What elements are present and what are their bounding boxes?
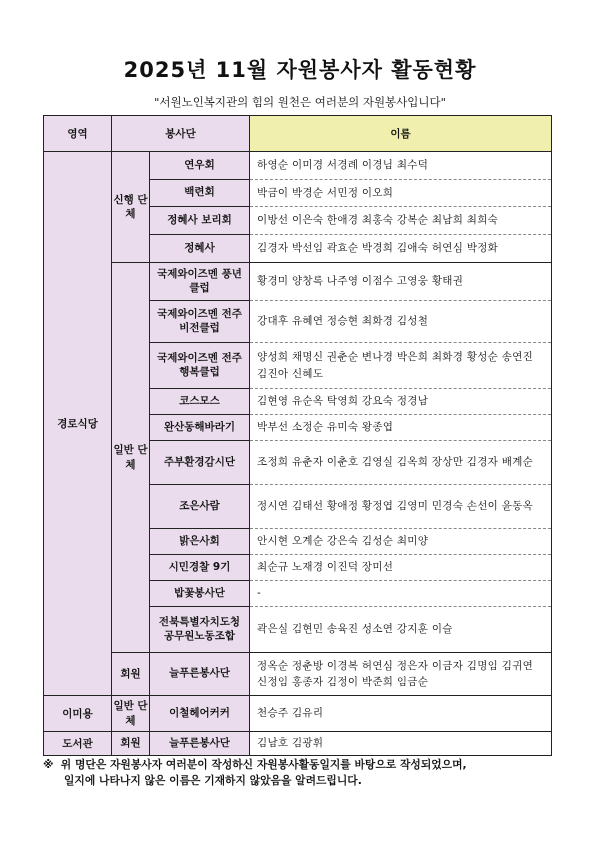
org-name: 국제와이즈멘 전주행복클럽 [150,343,250,389]
volunteer-names: 안시현 오계순 강은숙 김성순 최미양 [250,529,552,555]
volunteer-names: 정옥순 정춘방 이경복 허연심 정은자 이금자 김명임 김귀연 신정임 홍종자 김정이 박준희 임금순 [250,653,552,696]
org-name: 밝은사회 [150,529,250,555]
area-beauty: 이미용 [44,696,112,732]
org-name: 코스모스 [150,389,250,415]
volunteer-names: 김현영 유순옥 탁영희 강요숙 정경남 [250,389,552,415]
page-title: 2025년 11월 자원봉사자 활동현황 [123,58,477,82]
table-row [44,152,552,180]
org-name: 연우회 [150,152,250,180]
volunteer-names: 박부선 소정순 유미숙 왕종엽 [250,415,552,441]
org-name: 완산동해바라기 [150,415,250,441]
org-name: 주부환경감시단 [150,441,250,485]
volunteer-names: 조정희 유춘자 이춘호 김영실 김옥희 장상만 김경자 배계순 [250,441,552,485]
volunteer-names: 천승주 김유리 [250,696,552,732]
group-general: 일반 단체 [112,263,150,653]
org-name: 밥꽃봉사단 [150,581,250,607]
org-name: 조은사람 [150,485,250,529]
footnote [43,757,558,789]
area-library: 도서관 [44,732,112,756]
volunteer-names: 박금이 박경순 서민정 이오희 [250,180,552,207]
page-subtitle: "서원노인복지관의 힘의 원천은 여러분의 자원봉사입니다" [154,95,446,109]
group-member: 회원 [112,732,150,756]
volunteer-names: 김경자 박선임 곽효순 박경희 김애숙 허연심 박정화 [250,235,552,263]
org-name: 늘푸른봉사단 [150,732,250,756]
org-name: 정혜사 [150,235,250,263]
volunteer-table [43,115,552,756]
volunteer-names: 최순규 노재경 이진덕 장미선 [250,555,552,581]
org-name: 이철헤어커커 [150,696,250,732]
group-member: 회원 [112,653,150,696]
table-row [44,696,552,732]
header-group: 봉사단 [112,116,250,152]
note-mark: ※ [43,758,54,771]
org-name: 전북특별자치도청 공무원노동조합 [150,607,250,653]
note-line-1: 위 명단은 자원봉사자 여러분이 작성하신 자원봉사활동일지를 바탕으로 작성되었으며, [60,758,467,771]
volunteer-names: 김남호 김광휘 [250,732,552,756]
org-name: 늘푸른봉사단 [150,653,250,696]
volunteer-names: 이방선 이은숙 한애경 최홍숙 강복순 최남희 최희숙 [250,207,552,235]
header-area: 영역 [44,116,112,152]
table-row [44,263,552,301]
note-line-2: 일지에 나타나지 않은 이름은 기재하지 않았음을 알려드립니다. [64,774,362,788]
volunteer-names: 정시연 김태선 황애정 황정엽 김영미 민경숙 손선이 윤동옥 [250,485,552,529]
table-row [44,732,552,756]
header-names: 이름 [250,116,552,152]
header-row [44,116,552,152]
volunteer-names: 곽은실 김현민 송육진 성소연 강지훈 이슬 [250,607,552,653]
org-name: 정혜사 보리회 [150,207,250,235]
org-name: 백련회 [150,180,250,207]
volunteer-names: 하영순 이미경 서경례 이경님 최수덕 [250,152,552,180]
group-religious: 신행 단체 [112,152,150,263]
volunteer-names: - [250,581,552,607]
table-row [44,653,552,696]
volunteer-names: 황경미 양창록 나주영 이점수 고영웅 황태권 [250,263,552,301]
volunteer-names: 강대후 유혜연 정승현 최화경 김성철 [250,301,552,343]
org-name: 국제와이즈멘 풍년클럽 [150,263,250,301]
volunteer-names: 양성희 채명신 권춘순 변나경 박은희 최화경 황성순 송연진 김진아 신혜도 [250,343,552,389]
org-name: 국제와이즈멘 전주비전클럽 [150,301,250,343]
org-name: 시민경찰 9기 [150,555,250,581]
area-meal: 경로식당 [44,152,112,696]
group-general: 일반 단체 [112,696,150,732]
